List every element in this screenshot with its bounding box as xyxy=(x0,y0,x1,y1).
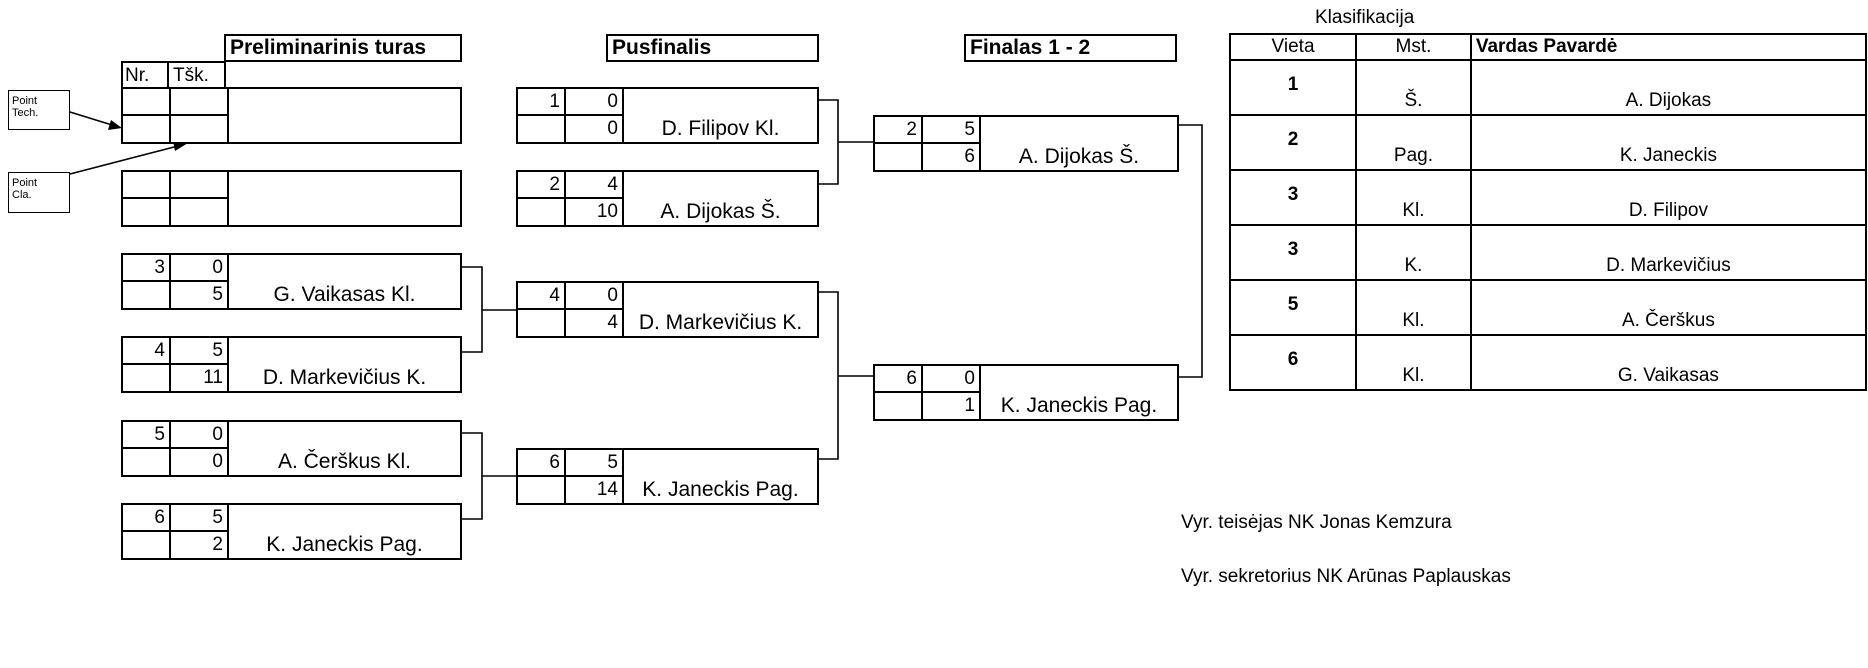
final-header: Finalas 1 - 2 xyxy=(964,34,1177,62)
classification-club: Kl. xyxy=(1356,280,1471,335)
semifinal-header: Pusfinalis xyxy=(606,34,819,62)
classification-points: 0 xyxy=(212,451,223,472)
connector-prelim-3 xyxy=(461,267,482,352)
athlete-number: 1 xyxy=(549,91,560,112)
classification-name: D. Markevičius xyxy=(1471,225,1866,280)
chief-secretary: Vyr. sekretorius NK Arūnas Paplauskas xyxy=(1181,566,1511,587)
technical-points: 0 xyxy=(212,424,223,445)
preliminary-match xyxy=(121,253,462,310)
classification-place: 2 xyxy=(1230,115,1356,170)
athlete-name xyxy=(229,116,460,142)
final-match xyxy=(873,364,1179,421)
point-tech-note-text: Point Tech. xyxy=(12,95,39,119)
classification-name: D. Filipov xyxy=(1471,170,1866,225)
classification-header-row xyxy=(1230,34,1866,60)
semifinal-match xyxy=(516,170,819,227)
athlete-name: K. Janeckis Pag. xyxy=(642,478,799,501)
classification-name: A. Čerškus xyxy=(1471,280,1866,335)
technical-points: 0 xyxy=(607,285,618,306)
nr-label: Nr. xyxy=(125,65,150,86)
classification-place: 3 xyxy=(1230,170,1356,225)
athlete-number: 4 xyxy=(154,340,165,361)
athlete-name: D. Markevičius K. xyxy=(262,366,427,389)
connector-prelim-5 xyxy=(461,433,482,519)
technical-points: 5 xyxy=(212,340,223,361)
points-label: Tšk. xyxy=(173,65,209,86)
athlete-name: A. Dijokas Š. xyxy=(660,200,781,223)
athlete-name xyxy=(229,199,460,225)
classification-place: 5 xyxy=(1230,280,1356,335)
club-header: Mst. xyxy=(1356,34,1471,60)
classification-title: Klasifikacija xyxy=(1315,7,1415,28)
place-header: Vieta xyxy=(1230,34,1356,60)
classification-points: 1 xyxy=(964,395,975,416)
semifinal-match xyxy=(516,87,819,144)
classification-points: 2 xyxy=(212,534,223,555)
classification-points: 5 xyxy=(212,284,223,305)
arrow-tech xyxy=(70,112,112,125)
preliminary-match xyxy=(121,336,462,393)
classification-club: Kl. xyxy=(1356,170,1471,225)
classification-name: K. Janeckis xyxy=(1471,115,1866,170)
classification-points xyxy=(171,116,227,142)
athlete-number: 2 xyxy=(549,174,560,195)
classification-club: Kl. xyxy=(1356,335,1471,390)
classification-club: K. xyxy=(1356,225,1471,280)
athlete-number xyxy=(123,89,169,115)
name-header: Vardas Pavardė xyxy=(1471,34,1866,60)
athlete-number xyxy=(123,172,169,198)
technical-points xyxy=(171,89,227,115)
athlete-number: 5 xyxy=(154,424,165,445)
athlete-name: A. Dijokas Š. xyxy=(1018,145,1140,168)
classification-points: 10 xyxy=(596,201,618,222)
classification-place: 3 xyxy=(1230,225,1356,280)
arrow-tech-head xyxy=(108,120,122,130)
classification-club: Š. xyxy=(1356,60,1471,115)
connector-final xyxy=(1178,125,1202,377)
technical-points: 0 xyxy=(964,368,975,389)
athlete-name: K. Janeckis Pag. xyxy=(1000,394,1158,417)
athlete-name: A. Čerškus Kl. xyxy=(277,450,412,473)
classification-points xyxy=(171,199,227,225)
athlete-name: D. Markevičius K. xyxy=(638,311,803,334)
preliminary-match xyxy=(121,420,462,477)
athlete-number: 6 xyxy=(154,507,165,528)
classification-row xyxy=(1230,280,1866,335)
technical-points: 4 xyxy=(607,174,618,195)
classification-name: G. Vaikasas xyxy=(1471,335,1866,390)
classification-name: A. Dijokas xyxy=(1471,60,1866,115)
classification-points: 0 xyxy=(607,118,618,139)
preliminary-match xyxy=(121,170,462,227)
classification-place: 6 xyxy=(1230,335,1356,390)
technical-points: 0 xyxy=(607,91,618,112)
final-match xyxy=(873,115,1179,172)
classification-body xyxy=(1230,60,1866,390)
athlete-name: G. Vaikasas Kl. xyxy=(273,283,416,306)
classification-points: 6 xyxy=(964,146,975,167)
athlete-name: D. Filipov Kl. xyxy=(661,117,780,140)
athlete-number: 3 xyxy=(154,257,165,278)
athlete-number: 6 xyxy=(906,368,917,389)
preliminary-header: Preliminarinis turas xyxy=(224,34,462,62)
technical-points: 5 xyxy=(212,507,223,528)
classification-points: 4 xyxy=(607,312,618,333)
point-cla-note-text: Point Cla. xyxy=(12,177,38,201)
technical-points: 5 xyxy=(964,119,975,140)
technical-points: 5 xyxy=(607,452,618,473)
classification-place: 1 xyxy=(1230,60,1356,115)
technical-points: 0 xyxy=(212,257,223,278)
semifinal-match xyxy=(516,448,819,505)
classification-club: Pag. xyxy=(1356,115,1471,170)
classification-row xyxy=(1230,60,1866,115)
preliminary-match xyxy=(121,87,462,144)
semifinal-match xyxy=(516,281,819,338)
classification-row xyxy=(1230,335,1866,390)
classification-points: 14 xyxy=(596,479,618,500)
athlete-number: 6 xyxy=(549,452,560,473)
classification-points: 11 xyxy=(203,367,223,388)
athlete-name: K. Janeckis Pag. xyxy=(266,533,423,556)
preliminary-match xyxy=(121,503,462,560)
classification-row xyxy=(1230,170,1866,225)
connector-semi-12 xyxy=(818,100,838,184)
classification-row xyxy=(1230,115,1866,170)
classification-row xyxy=(1230,225,1866,280)
connector-semi-46 xyxy=(818,292,838,459)
chief-judge: Vyr. teisėjas NK Jonas Kemzura xyxy=(1181,512,1452,533)
classification-table xyxy=(1229,33,1867,391)
technical-points xyxy=(171,172,227,198)
athlete-number: 4 xyxy=(549,285,560,306)
athlete-number: 2 xyxy=(906,119,917,140)
